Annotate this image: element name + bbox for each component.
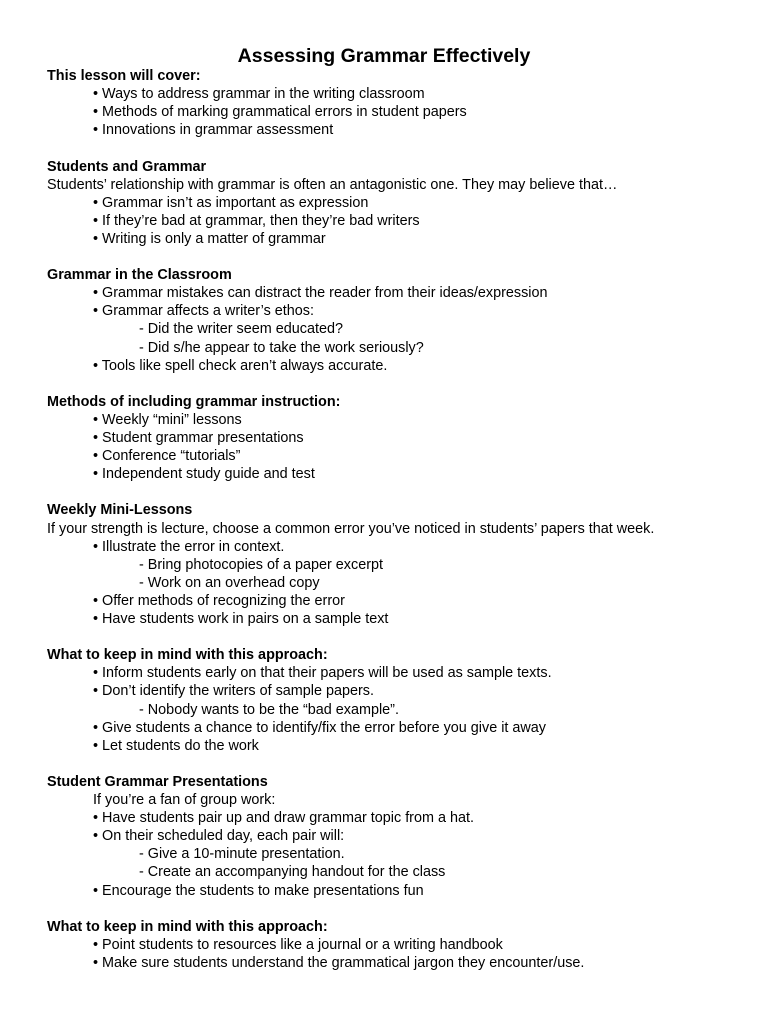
bullet-item: • Offer methods of recognizing the error xyxy=(93,592,345,609)
bullet-item: • Encourage the students to make presentations fun xyxy=(93,882,424,899)
sub-item: - Create an accompanying handout for the class xyxy=(139,864,446,881)
bullet-item: • Let students do the work xyxy=(93,737,259,754)
bullet-item: • Illustrate the error in context. xyxy=(93,538,285,555)
section-heading: What to keep in mind with this approach: xyxy=(47,647,328,664)
section-heading: Weekly Mini-Lessons xyxy=(47,502,193,519)
sub-item: - Bring photocopies of a paper excerpt xyxy=(139,556,383,573)
section-heading: Grammar in the Classroom xyxy=(47,267,232,284)
bullet-item: • Make sure students understand the grammatical jargon they encounter/use. xyxy=(93,954,585,971)
section-heading: Student Grammar Presentations xyxy=(47,773,268,790)
bullet-item: • Conference “tutorials” xyxy=(93,448,241,465)
sub-item: - Did s/he appear to take the work seriously? xyxy=(139,339,424,356)
bullet-item: • Weekly “mini” lessons xyxy=(93,411,242,428)
bullet-item: • Grammar affects a writer’s ethos: xyxy=(93,303,314,320)
bullet-item: • Don’t identify the writers of sample papers. xyxy=(93,683,374,700)
bullet-item: • Tools like spell check aren’t always accurate. xyxy=(93,357,388,374)
page-title: Assessing Grammar Effectively xyxy=(237,45,531,67)
sub-item: - Did the writer seem educated? xyxy=(139,321,343,338)
paragraph-text: Students’ relationship with grammar is often an antagonistic one. They may believe that… xyxy=(47,176,618,193)
bullet-item: • Have students work in pairs on a sample text xyxy=(93,611,389,627)
bullet-item: • Grammar isn’t as important as expression xyxy=(93,194,369,211)
bullet-item: • Methods of marking grammatical errors in student papers xyxy=(93,104,467,121)
bullet-item: • Have students pair up and draw grammar topic from a hat. xyxy=(93,810,474,827)
bullet-item: • Independent study guide and test xyxy=(93,466,315,483)
sub-item: - Nobody wants to be the “bad example”. xyxy=(139,701,399,718)
bullet-item: • Writing is only a matter of grammar xyxy=(93,230,326,247)
sub-item: - Work on an overhead copy xyxy=(139,574,320,591)
section-heading: This lesson will cover: xyxy=(47,68,201,84)
section-heading: Students and Grammar xyxy=(47,158,207,175)
bullet-item: • Innovations in grammar assessment xyxy=(93,122,334,139)
section-heading: What to keep in mind with this approach: xyxy=(47,918,328,935)
bullet-item: • If they’re bad at grammar, then they’re bad writers xyxy=(93,212,420,229)
bullet-item: • Ways to address grammar in the writing classroom xyxy=(93,86,425,103)
bullet-item: • Student grammar presentations xyxy=(93,430,304,446)
section-heading: Methods of including grammar instruction: xyxy=(47,393,341,410)
intro-text: If you’re a fan of group work: xyxy=(93,792,276,808)
bullet-item: • Give students a chance to identify/fix the error before you give it away xyxy=(93,719,546,736)
bullet-item: • Grammar mistakes can distract the reader from their ideas/expression xyxy=(93,285,548,302)
paragraph-text: If your strength is lecture, choose a common error you’ve noticed in students’ papers that week. xyxy=(47,520,655,537)
bullet-item: • Inform students early on that their papers will be used as sample texts. xyxy=(93,665,552,682)
bullet-item: • Point students to resources like a journal or a writing handbook xyxy=(93,936,503,953)
bullet-item: • On their scheduled day, each pair will: xyxy=(93,828,345,845)
sub-item: - Give a 10-minute presentation. xyxy=(139,846,345,863)
